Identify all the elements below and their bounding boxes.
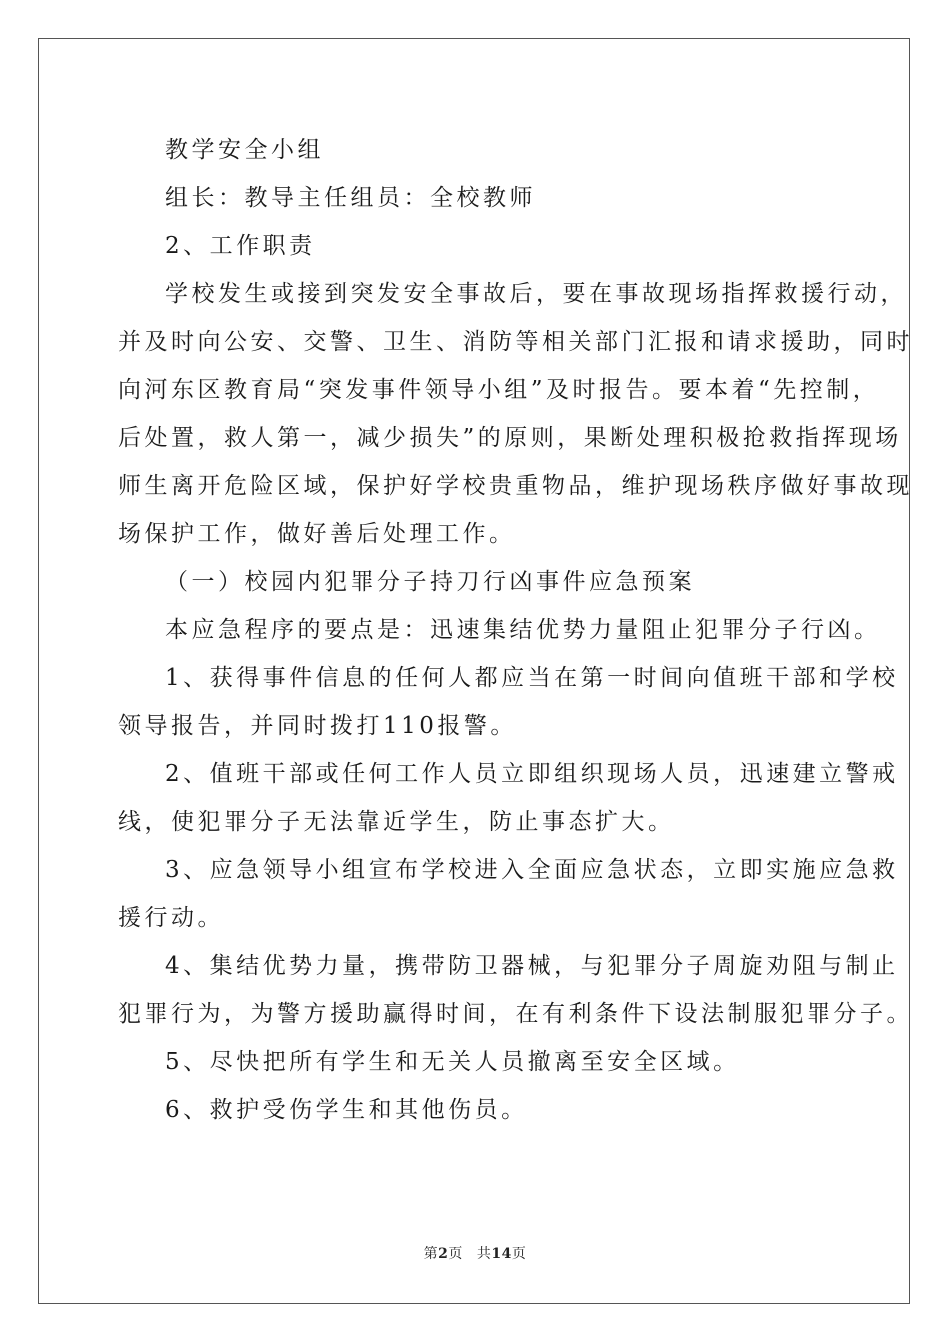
- section-heading: （一）校园内犯罪分子持刀行凶事件应急预案: [165, 569, 695, 595]
- paragraph-line: 线，使犯罪分子无法靠近学生，防止事态扩大。: [118, 809, 675, 835]
- page-number: 2: [438, 1246, 449, 1262]
- total-suffix: 页: [511, 1246, 527, 1262]
- paragraph-line: 5、尽快把所有学生和无关人员撤离至安全区域。: [165, 1049, 740, 1075]
- paragraph-line: 组长：教导主任组员：全校教师: [165, 185, 536, 211]
- paragraph-line: 后处置，救人第一，减少损失”的原则，果断处理积极抢救指挥现场: [118, 425, 902, 451]
- paragraph-line: 6、救护受伤学生和其他伤员。: [165, 1097, 528, 1123]
- paragraph-line: 4、集结优势力量，携带防卫器械，与犯罪分子周旋劝阻与制止: [165, 953, 899, 979]
- paragraph-line: 学校发生或接到突发安全事故后，要在事故现场指挥救援行动，: [165, 281, 907, 307]
- paragraph-line: 并及时向公安、交警、卫生、消防等相关部门汇报和请求援助，同时: [118, 329, 913, 355]
- paragraph-line: 领导报告，并同时拨打110报警。: [118, 713, 517, 739]
- total-pages: 14: [491, 1246, 512, 1262]
- page-prefix: 第: [423, 1246, 439, 1262]
- paragraph-line: 犯罪行为，为警方援助赢得时间，在有利条件下设法制服犯罪分子。: [118, 1001, 913, 1027]
- paragraph-line: 3、应急领导小组宣布学校进入全面应急状态，立即实施应急救: [165, 857, 899, 883]
- paragraph-line: 2、值班干部或任何工作人员立即组织现场人员，迅速建立警戒: [165, 761, 899, 787]
- paragraph-line: 师生离开危险区域，保护好学校贵重物品，维护现场秩序做好事故现: [118, 473, 913, 499]
- section-heading: 教学安全小组: [165, 137, 324, 163]
- document-body: [118, 126, 913, 1134]
- paragraph-line: 向河东区教育局“突发事件领导小组”及时报告。要本着“先控制，: [118, 377, 880, 403]
- paragraph-line: 场保护工作，做好善后处理工作。: [118, 521, 516, 547]
- section-heading: 2、工作职责: [165, 233, 316, 259]
- page-suffix: 页: [448, 1246, 463, 1262]
- paragraph-line: 本应急程序的要点是：迅速集结优势力量阻止犯罪分子行凶。: [165, 617, 881, 643]
- page-footer: [0, 1243, 950, 1263]
- total-prefix: 共: [476, 1246, 492, 1262]
- paragraph-line: 援行动。: [118, 905, 224, 931]
- paragraph-line: 1、获得事件信息的任何人都应当在第一时间向值班干部和学校: [165, 665, 899, 691]
